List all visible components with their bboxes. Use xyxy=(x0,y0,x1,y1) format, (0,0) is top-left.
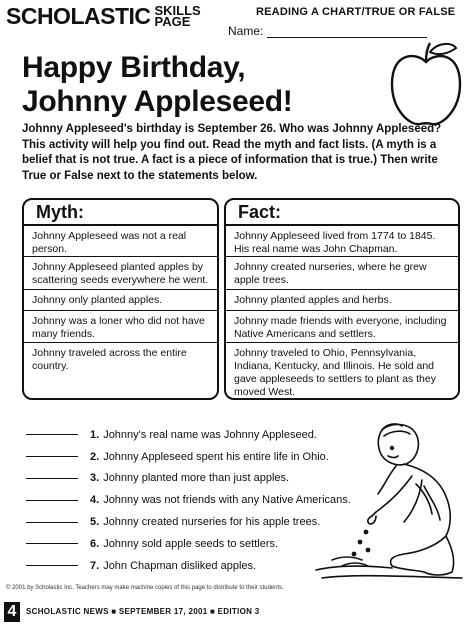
answer-blank[interactable] xyxy=(26,543,78,544)
brand-line2: PAGE xyxy=(154,14,191,29)
brand-line1: SKILLS xyxy=(154,3,201,18)
name-row xyxy=(228,24,427,38)
question-row xyxy=(26,555,351,577)
fact-item: Johnny traveled to Ohio, Pennsylvania, Indiana, Kentucky, and Illinois. He sold and gave appleseeds to settlers to plant as they moved West. xyxy=(234,347,436,398)
fact-item: Johnny planted apples and herbs. xyxy=(226,290,458,311)
question-number: 4. xyxy=(90,494,100,507)
answer-blank[interactable] xyxy=(26,565,78,566)
skills-page-label xyxy=(155,5,201,27)
true-false-questions xyxy=(26,424,351,577)
myth-item: Johnny Appleseed was not a real person. xyxy=(24,226,217,257)
fact-box xyxy=(224,198,460,400)
fact-item: Johnny created nurseries, where he grew apple trees. xyxy=(226,257,458,290)
name-field[interactable] xyxy=(267,26,427,38)
myth-item: Johnny Appleseed planted apples by scattering seeds everywhere he went. xyxy=(24,257,217,290)
question-number: 2. xyxy=(90,450,100,463)
fact-heading: Fact: xyxy=(226,200,458,226)
scholastic-logo xyxy=(6,5,201,27)
intro-paragraph: Johnny Appleseed's birthday is September 26. Who was Johnny Appleseed? This activity will help you find out. Read the myth and fact lists. (A myth is a belief that is not true. A fact is a piece of information that is true.) Then write True or False next to the statements below. xyxy=(22,123,442,182)
question-row xyxy=(26,489,351,511)
answer-blank[interactable] xyxy=(26,522,78,523)
question-text: Johnny's real name was Johnny Appleseed. xyxy=(103,428,317,441)
brand-name: SCHOLASTIC xyxy=(6,3,151,29)
question-row xyxy=(26,511,351,533)
question-number: 6. xyxy=(90,537,100,550)
footer xyxy=(0,602,474,624)
myth-item: Johnny traveled across the entire country. xyxy=(32,347,187,372)
question-row xyxy=(26,424,351,446)
name-label: Name: xyxy=(228,24,264,38)
page-title xyxy=(22,51,293,119)
answer-blank[interactable] xyxy=(26,434,78,435)
question-text: Johnny Appleseed spent his entire life in Ohio. xyxy=(103,450,329,463)
question-text: Johnny sold apple seeds to settlers. xyxy=(103,537,279,550)
question-row xyxy=(26,533,351,555)
question-text: Johnny planted more than just apples. xyxy=(103,472,290,485)
answer-blank[interactable] xyxy=(26,500,78,501)
answer-blank[interactable] xyxy=(26,456,78,457)
footer-text: SCHOLASTIC NEWS ■ SEPTEMBER 17, 2001 ■ EDITION 3 xyxy=(26,607,260,616)
boy-planting-illustration xyxy=(312,420,468,582)
title-line-1: Happy Birthday, xyxy=(22,51,246,84)
title-line-2: Johnny Appleseed! xyxy=(22,85,293,118)
myth-item: Johnny was a loner who did not have many friends. xyxy=(24,311,217,343)
question-row xyxy=(26,446,351,468)
question-number: 1. xyxy=(90,428,100,441)
question-number: 7. xyxy=(90,559,100,572)
apple-icon xyxy=(386,40,466,128)
myth-item: Johnny only planted apples. xyxy=(24,290,217,311)
fact-item: Johnny made friends with everyone, including Native Americans and settlers. xyxy=(226,311,458,343)
question-number: 3. xyxy=(90,472,100,485)
question-text: John Chapman disliked apples. xyxy=(103,559,257,572)
activity-type: READING A CHART/TRUE OR FALSE xyxy=(256,6,456,18)
myth-heading: Myth: xyxy=(24,200,217,226)
question-text: Johnny was not friends with any Native Americans. xyxy=(103,494,351,507)
myth-box xyxy=(22,198,219,400)
copyright-notice: © 2001 by Scholastic Inc. Teachers may make machine copies of this page to distribute to their students. xyxy=(6,585,284,591)
question-text: Johnny created nurseries for his apple trees. xyxy=(103,516,321,529)
fact-item: Johnny Appleseed lived from 1774 to 1845. His real name was John Chapman. xyxy=(226,226,458,257)
page-number: 4 xyxy=(4,602,20,622)
question-number: 5. xyxy=(90,516,100,529)
answer-blank[interactable] xyxy=(26,478,78,479)
question-row xyxy=(26,468,351,490)
